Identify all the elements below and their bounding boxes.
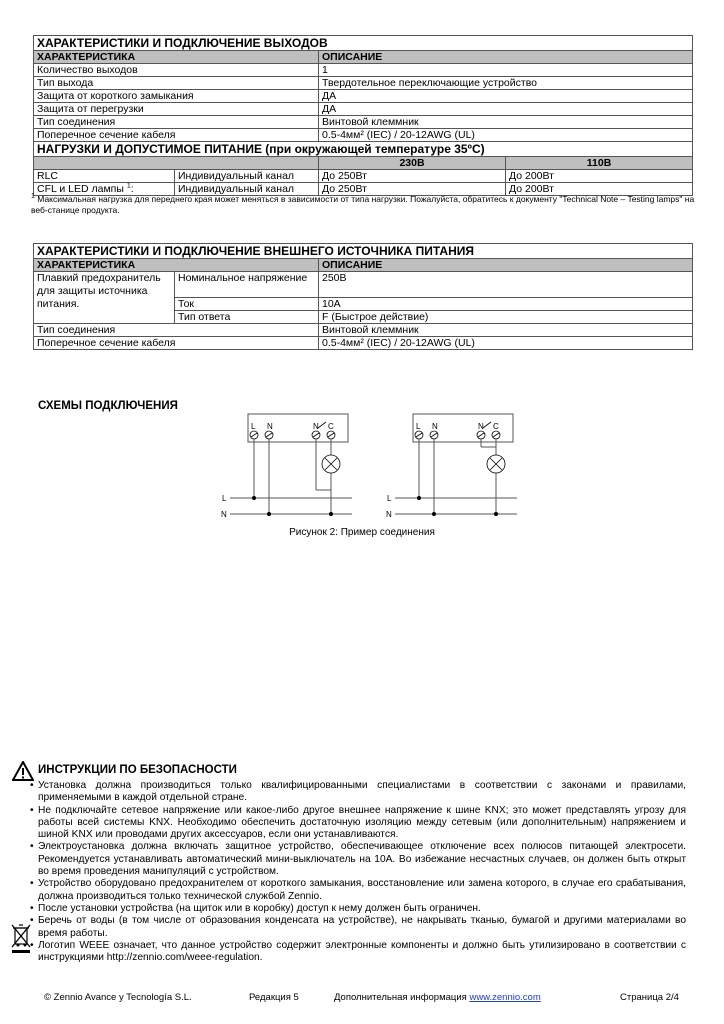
column-header-110v: 110В <box>506 157 693 170</box>
list-item-text: Беречь от воды (в том числе от образования конденсата на устройстве), не накрывать тканью, бумагой и другими материалами во время работы. <box>38 915 686 939</box>
footer-info-label: Дополнительная информация <box>334 992 470 1003</box>
safety-title: ИНСТРУКЦИИ ПО БЕЗОПАСНОСТИ <box>38 764 237 776</box>
row-value: Твердотельное переключающие устройство <box>319 77 693 90</box>
column-header-description: ОПИСАНИЕ <box>319 259 693 272</box>
row-value: 0.5-4мм² (IEC) / 20-12AWG (UL) <box>319 129 693 142</box>
row-label: Защита от перегрузки <box>34 103 319 116</box>
line-label-l: L <box>387 494 392 503</box>
weee-icon <box>10 922 32 954</box>
row-value: F (Быстрое действие) <box>319 311 693 324</box>
load-channel: Индивидуальный канал <box>175 170 319 183</box>
list-item: • Электроустановка должна включать защитное устройство, обеспечивающее отключение всех полюсов питающей электросети. Рекомендуется устанавливать автоматический мини-выключатель на 10А. Во избежание несчастных случаев, он должен быть открыт во время проведения манипуляций с устройством. <box>30 841 686 878</box>
row-label: Тип выхода <box>34 77 319 90</box>
row-value: ДА <box>319 90 693 103</box>
load-type: RLC <box>34 170 175 183</box>
line-label-n: N <box>221 510 227 519</box>
table-row <box>34 337 693 350</box>
list-item-text: Установка должна производиться только квалифицированными специалистами в соответствии с законами и правилами, применяемыми в каждой отдельной стране. <box>38 780 686 804</box>
list-item: • Установка должна производиться только квалифицированными специалистами в соответствии с законами и правилами, применяемыми в каждой отдельной стране. <box>30 780 686 804</box>
warning-icon <box>12 761 34 781</box>
list-item-text: Не подключайте сетевое напряжение или какое-либо другое внешнее напряжение к шине KNX; это может представлять угрозу для работы всей системы KNX. Необходимо обеспечить достаточную изоляцию между сетевым (или дополнительным) напряжением и шиной KNX или проводами других аксессуаров, если они устанавливаются. <box>38 804 686 841</box>
table-row <box>34 64 693 77</box>
figure-caption: Рисунок 2: Пример соединения <box>289 527 435 538</box>
outputs-table <box>33 35 693 196</box>
footer-edition: Редакция 5 <box>249 992 299 1003</box>
table-row <box>34 170 693 183</box>
lamp-icon <box>322 455 340 473</box>
lamp-icon <box>487 455 505 473</box>
wiring-diagram-right <box>375 410 535 520</box>
table-row <box>34 129 693 142</box>
loads-header-blank <box>34 157 319 170</box>
terminal-label-n: N <box>267 422 273 431</box>
footnote-ref: 1 <box>126 182 131 190</box>
load-110v: До 200Вт <box>506 183 693 196</box>
load-type-colon: : <box>130 183 134 195</box>
column-header-characteristic: ХАРАКТЕРИСТИКА <box>34 51 319 64</box>
row-label: Ток <box>175 298 319 311</box>
terminal-label-n2: N <box>313 422 319 431</box>
footnote <box>31 194 697 216</box>
outputs-table-title: ХАРАКТЕРИСТИКИ И ПОДКЛЮЧЕНИЕ ВЫХОДОВ <box>34 36 693 51</box>
footnote-number: 1 <box>31 193 35 201</box>
row-value: 10А <box>319 298 693 311</box>
diagram-title: СХЕМЫ ПОДКЛЮЧЕНИЯ <box>38 400 178 412</box>
column-header-230v: 230В <box>319 157 506 170</box>
row-value: 250В <box>319 272 693 298</box>
list-item: • После установки устройства (на щиток или в коробку) доступ к нему должен быть ограничен. <box>30 902 481 914</box>
load-110v: До 200Вт <box>506 170 693 183</box>
wiring-diagram-left <box>210 410 370 520</box>
row-label: Тип соединения <box>34 324 319 337</box>
footer-info <box>334 992 541 1003</box>
table-row <box>34 103 693 116</box>
row-label: Номинальное напряжение <box>175 272 319 298</box>
load-230v: До 250Вт <box>319 183 506 196</box>
load-channel: Индивидуальный канал <box>175 183 319 196</box>
list-item: • Беречь от воды (в том числе от образования конденсата на устройстве), не накрывать тканью, бумагой и другими материалами во время работы. <box>30 915 686 939</box>
loads-title: НАГРУЗКИ И ДОПУСТИМОЕ ПИТАНИЕ (при окружающей температуре 35ºC) <box>34 142 693 157</box>
row-value: 0.5-4мм² (IEC) / 20-12AWG (UL) <box>319 337 693 350</box>
column-header-characteristic: ХАРАКТЕРИСТИКА <box>34 259 319 272</box>
terminal-label-c: C <box>328 422 334 431</box>
terminal-label-l: L <box>251 422 256 431</box>
list-item: • Логотип WEEE означает, что данное устройство содержит электронные компоненты и должно быть утилизировано в соответствии с инструкциями http://zennio.com/weee-regulation. <box>30 939 686 964</box>
row-label: Поперечное сечение кабеля <box>34 337 319 350</box>
list-item: • Устройство оборудовано предохранителем от короткого замыкания, восстановление или замена которого, в случае его срабатывания, должна производиться только технической службой Zennio. <box>30 878 686 902</box>
row-value: Винтовой клеммник <box>319 324 693 337</box>
footer-website-link[interactable]: www.zennio.com <box>469 992 541 1003</box>
list-item: • Не подключайте сетевое напряжение или какое-либо другое внешнее напряжение к шине KNX; это может представлять угрозу для работы всей системы KNX. Необходимо обеспечить достаточную изоляцию между сетевым (или дополнительным) напряжением и шиной KNX или проводами других аксессуаров, если они устанавливаются. <box>30 804 686 841</box>
power-supply-table <box>33 243 693 350</box>
footer-page-number: Страница 2/4 <box>620 992 679 1003</box>
terminal-label-l: L <box>416 422 421 431</box>
column-header-description: ОПИСАНИЕ <box>319 51 693 64</box>
row-value: ДА <box>319 103 693 116</box>
footer-company: © Zennio Avance y Tecnología S.L. <box>44 992 192 1003</box>
load-230v: До 250Вт <box>319 170 506 183</box>
load-type-text: CFL и LED лампы <box>37 183 127 195</box>
list-item-text: Логотип WEEE означает, что данное устройство содержит электронные компоненты и должно быть утилизировано в соответствии с инструкциями http://zennio.com/weee-regulation. <box>38 939 686 964</box>
table-row <box>34 90 693 103</box>
row-label: Поперечное сечение кабеля <box>34 129 319 142</box>
terminal-label-n2: N <box>478 422 484 431</box>
line-label-l: L <box>222 494 227 503</box>
safety-list <box>30 780 686 964</box>
power-table-title: ХАРАКТЕРИСТИКИ И ПОДКЛЮЧЕНИЕ ВНЕШНЕГО ИСТОЧНИКА ПИТАНИЯ <box>34 244 693 259</box>
row-label: Тип соединения <box>34 116 319 129</box>
fuse-label: Плавкий предохранитель для защиты источника питания. <box>34 272 175 324</box>
list-item-text: Устройство оборудовано предохранителем от короткого замыкания, восстановление или замена которого, в случае его срабатывания, должна производиться только технической службой Zennio. <box>38 878 686 902</box>
footnote-text: Максимальная нагрузка для переднего края может меняться в зависимости от типа нагрузки. Пожалуйста, обратитесь к документу "Technical Note – Testing lamps" на веб-станице продукта. <box>31 194 695 215</box>
list-item-text: Электроустановка должна включать защитное устройство, обеспечивающее отключение всех полюсов питающей электросети. Рекомендуется устанавливать автоматический мини-выключатель на 10А. Во избежание несчастных случаев, он должен быть открыт во время проведения манипуляций с устройством. <box>38 841 686 878</box>
row-label: Защита от короткого замыкания <box>34 90 319 103</box>
table-row <box>34 272 693 298</box>
table-row <box>34 77 693 90</box>
row-label: Количество выходов <box>34 64 319 77</box>
row-value: Винтовой клеммник <box>319 116 693 129</box>
terminal-label-c: C <box>493 422 499 431</box>
table-row <box>34 324 693 337</box>
line-label-n: N <box>386 510 392 519</box>
terminal-label-n: N <box>432 422 438 431</box>
row-value: 1 <box>319 64 693 77</box>
list-item-text: После установки устройства (на щиток или в коробку) доступ к нему должен быть ограничен. <box>38 902 481 914</box>
table-row <box>34 116 693 129</box>
row-label: Тип ответа <box>175 311 319 324</box>
